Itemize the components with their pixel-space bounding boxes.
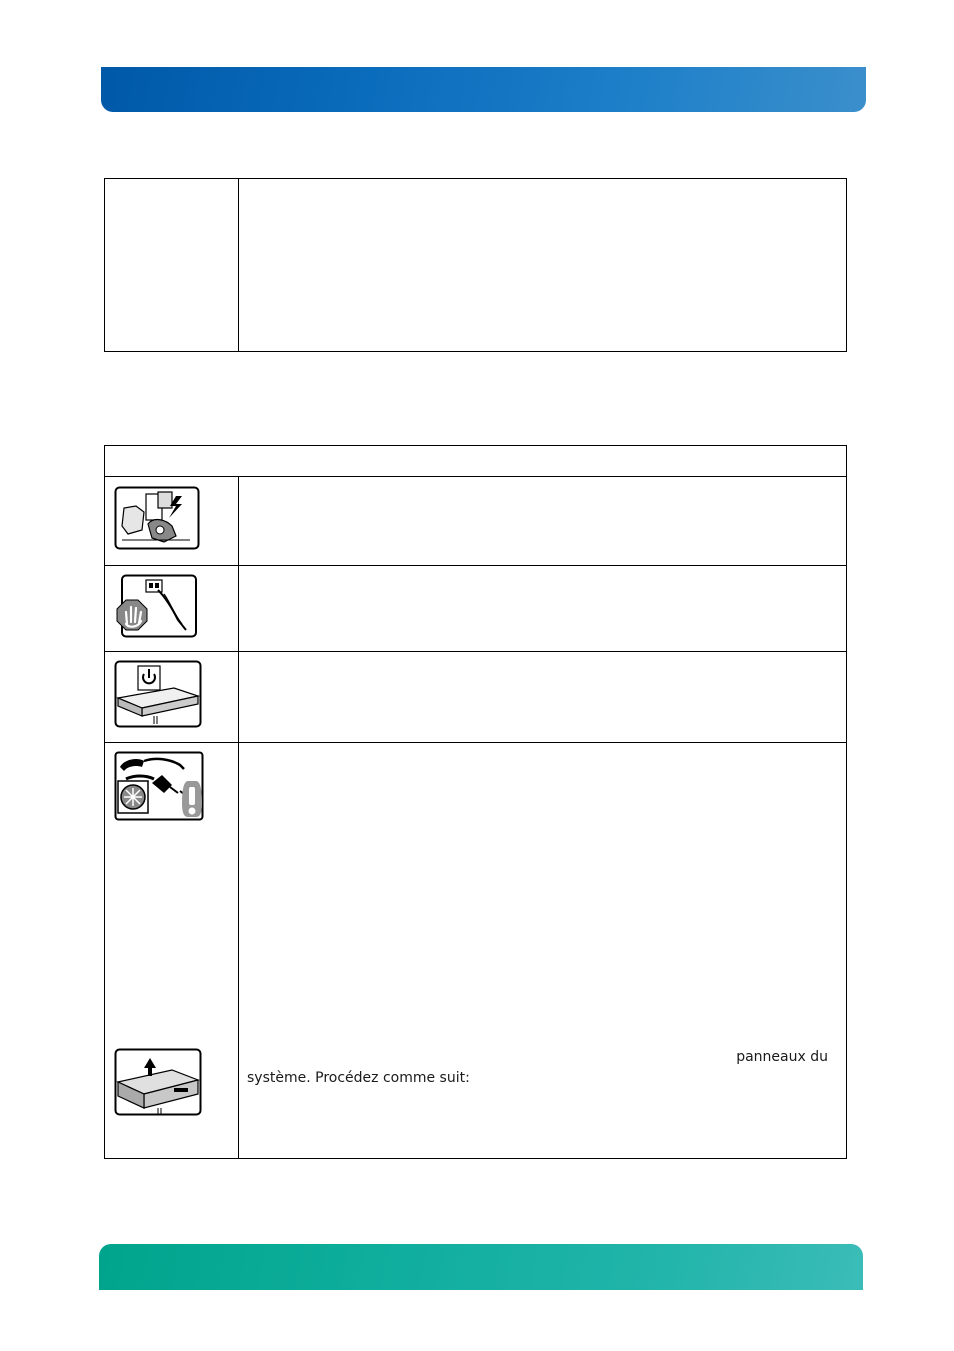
table-cell-label [105,179,239,352]
caution-text-line-start: système. Procédez comme suit: [247,1070,470,1086]
text-cell [239,477,847,566]
caution-text-line-end: panneaux du [736,1049,828,1065]
electrical-shock-icon [114,486,200,550]
text-cell [239,566,847,652]
remove-cover-chassis-icon [114,1048,202,1116]
table-header-row [105,446,847,477]
table-header-cell [105,446,847,477]
header-bar [101,67,866,112]
table-cell-content [239,179,847,352]
power-off-chassis-icon [114,660,202,728]
table-row [105,179,847,352]
table-row [105,477,847,566]
icon-cell [105,477,239,566]
table-row [105,566,847,652]
stop-hand-cable-icon [114,574,198,638]
footer-bar [99,1244,863,1290]
table-row [105,743,847,1159]
text-cell [239,652,847,743]
icon-cell [105,566,239,652]
disconnect-cables-warning-icon [114,751,204,821]
icon-cell [105,652,239,743]
safety-table [104,445,847,1159]
info-table [104,178,847,352]
table-row [105,652,847,743]
text-cell [239,743,847,1159]
icon-cell [105,743,239,1159]
